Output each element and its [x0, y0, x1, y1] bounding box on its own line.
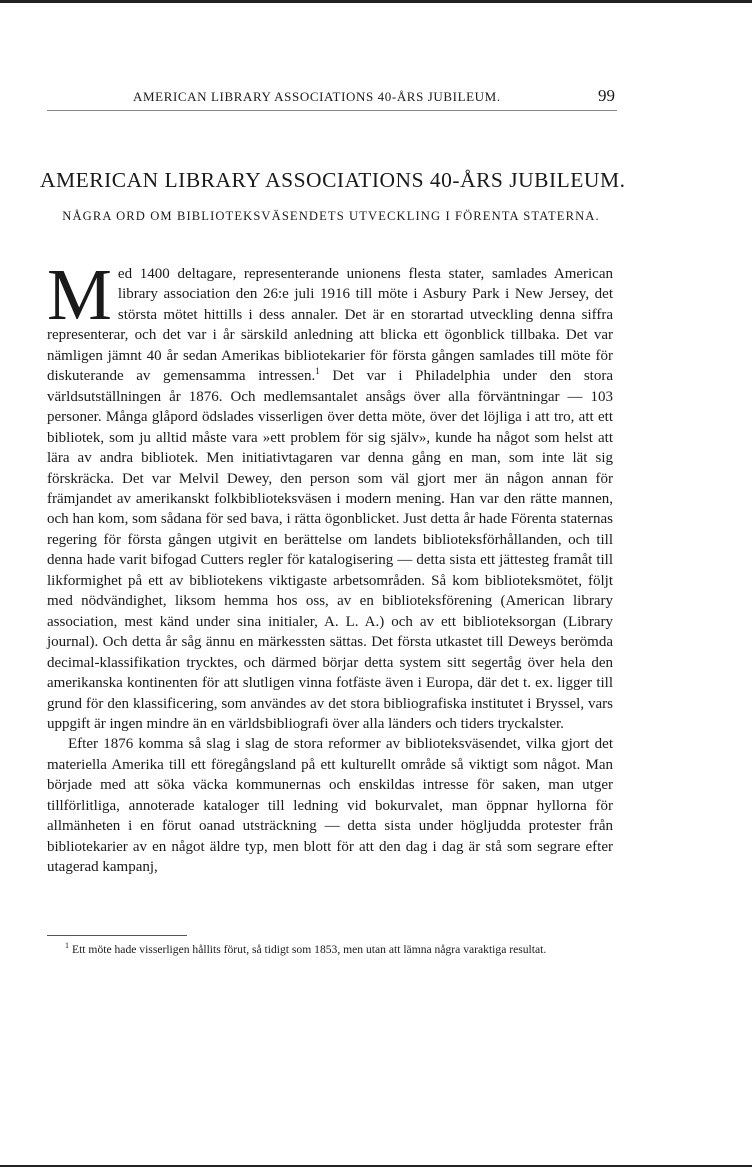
paragraph-1-text-a: ed 1400 deltagare, representerande unionens flesta stater, samlades American library association den 26:e juli 1916 till möte i Asbury Park i New Jersey, det största mötet hittills i dess annaler. Det är en storartad utveckling denna siffra representerar, och det var i år särskild anledning att blicka ett ögonblick tillbaka. Det var nämligen jämnt 40 år sedan Amerikas bibliotekarier för första gången samlades till möte för diskuterande av gemensamma intressen. [47, 266, 613, 385]
scan-bottom-edge [0, 1165, 752, 1167]
running-title: AMERICAN LIBRARY ASSOCIATIONS 40-ÅRS JUBILEUM. [133, 89, 501, 104]
article-subtitle: NÅGRA ORD OM BIBLIOTEKSVÄSENDETS UTVECKLING I FÖRENTA STATERNA. [62, 209, 600, 223]
page-number: 99 [598, 86, 615, 105]
scan-top-edge [0, 0, 752, 3]
paragraph-1-text-b: Det var i Philadelphia under den stora världsutställningen år 1876. Och medlemsantalet ansågs över alla förväntningar — 103 personer. Många glåpord ödslades visserligen över detta möte, över det löjliga i att tro, att ett bibliotek, som ju alltid måste vara »ett problem för sig själv», kunde ha något som helst att lära av andra bibliotek. Men initiativtagaren var denna gång en man, som inte lät sig förskräcka. Det var Melvil Dewey, den person som väl gjort mer än någon annan för främjandet av amerikanskt folkbiblioteksväsen i modern mening. Han var den rätte mannen, och han kom, som sådana för sed bava, i rätta ögonblicket. Just detta år hade Förenta staternas regering för första gången utgivit en berättelse om landets biblioteksförhållanden, och till denna hade varit bifogad Cutters regler för katalogisering — detta sista ett jättesteg framåt till likformighet på ett av bibliotekens viktigaste arbetsområden. Så kom biblioteksmötet, följt med nödvändighet, liksom hemma hos oss, av en biblioteksförening (American library association, mest känd under sina initialer, A. L. A.) och av ett biblioteksorgan (Library journal). Och detta år såg ännu en märkessten sättas. Det första utkastet till Deweys berömda decimal-klassifikation trycktes, och därmed börjar detta system sitt segertåg över hela den amerikanska kontinenten för att slutligen vinna fotfäste även i Europa, där det t. ex. ligger till grund för den klassificering, som användes av det stora bibliografiska institutet i Bryssel, vars uppgift är ingen mindre än en världsbibliografi över alla länders och tiders tryckalster. [47, 368, 614, 732]
article-body [47, 254, 614, 878]
paragraph-1 [47, 254, 614, 734]
paragraph-2: Efter 1876 komma så slag i slag de stora reformer av biblioteksväsendet, vilka gjort det materiella Amerika till ett föregångsland på ett kulturellt område så viktigt som något. Man började med att söka väcka kommunernas och enskildas intresse för saken, man utger tillförlitliga, annoterade kataloger till ledning vid bokurvalet, man öppnar hyllorna för allmänheten i en förut oanad utsträckning — detta sista under högljudda protester från bibliotekarier av en något äldre typ, men blott för att den dag i dag är stå som segrare efter utagerad kampanj, [47, 736, 613, 876]
footnote-number: 1 [65, 941, 69, 951]
article-title: AMERICAN LIBRARY ASSOCIATIONS 40-ÅRS JUBILEUM. [40, 168, 626, 192]
footnote-rule [47, 935, 187, 936]
running-header [47, 86, 617, 109]
footnote [47, 941, 613, 958]
footnote-reference: 1 [315, 366, 320, 377]
drop-cap: M [47, 254, 112, 335]
header-rule [47, 110, 617, 111]
footnote-text: Ett möte hade visserligen hållits förut, så tidigt som 1853, men utan att lämna några varaktiga resultat. [72, 943, 547, 956]
